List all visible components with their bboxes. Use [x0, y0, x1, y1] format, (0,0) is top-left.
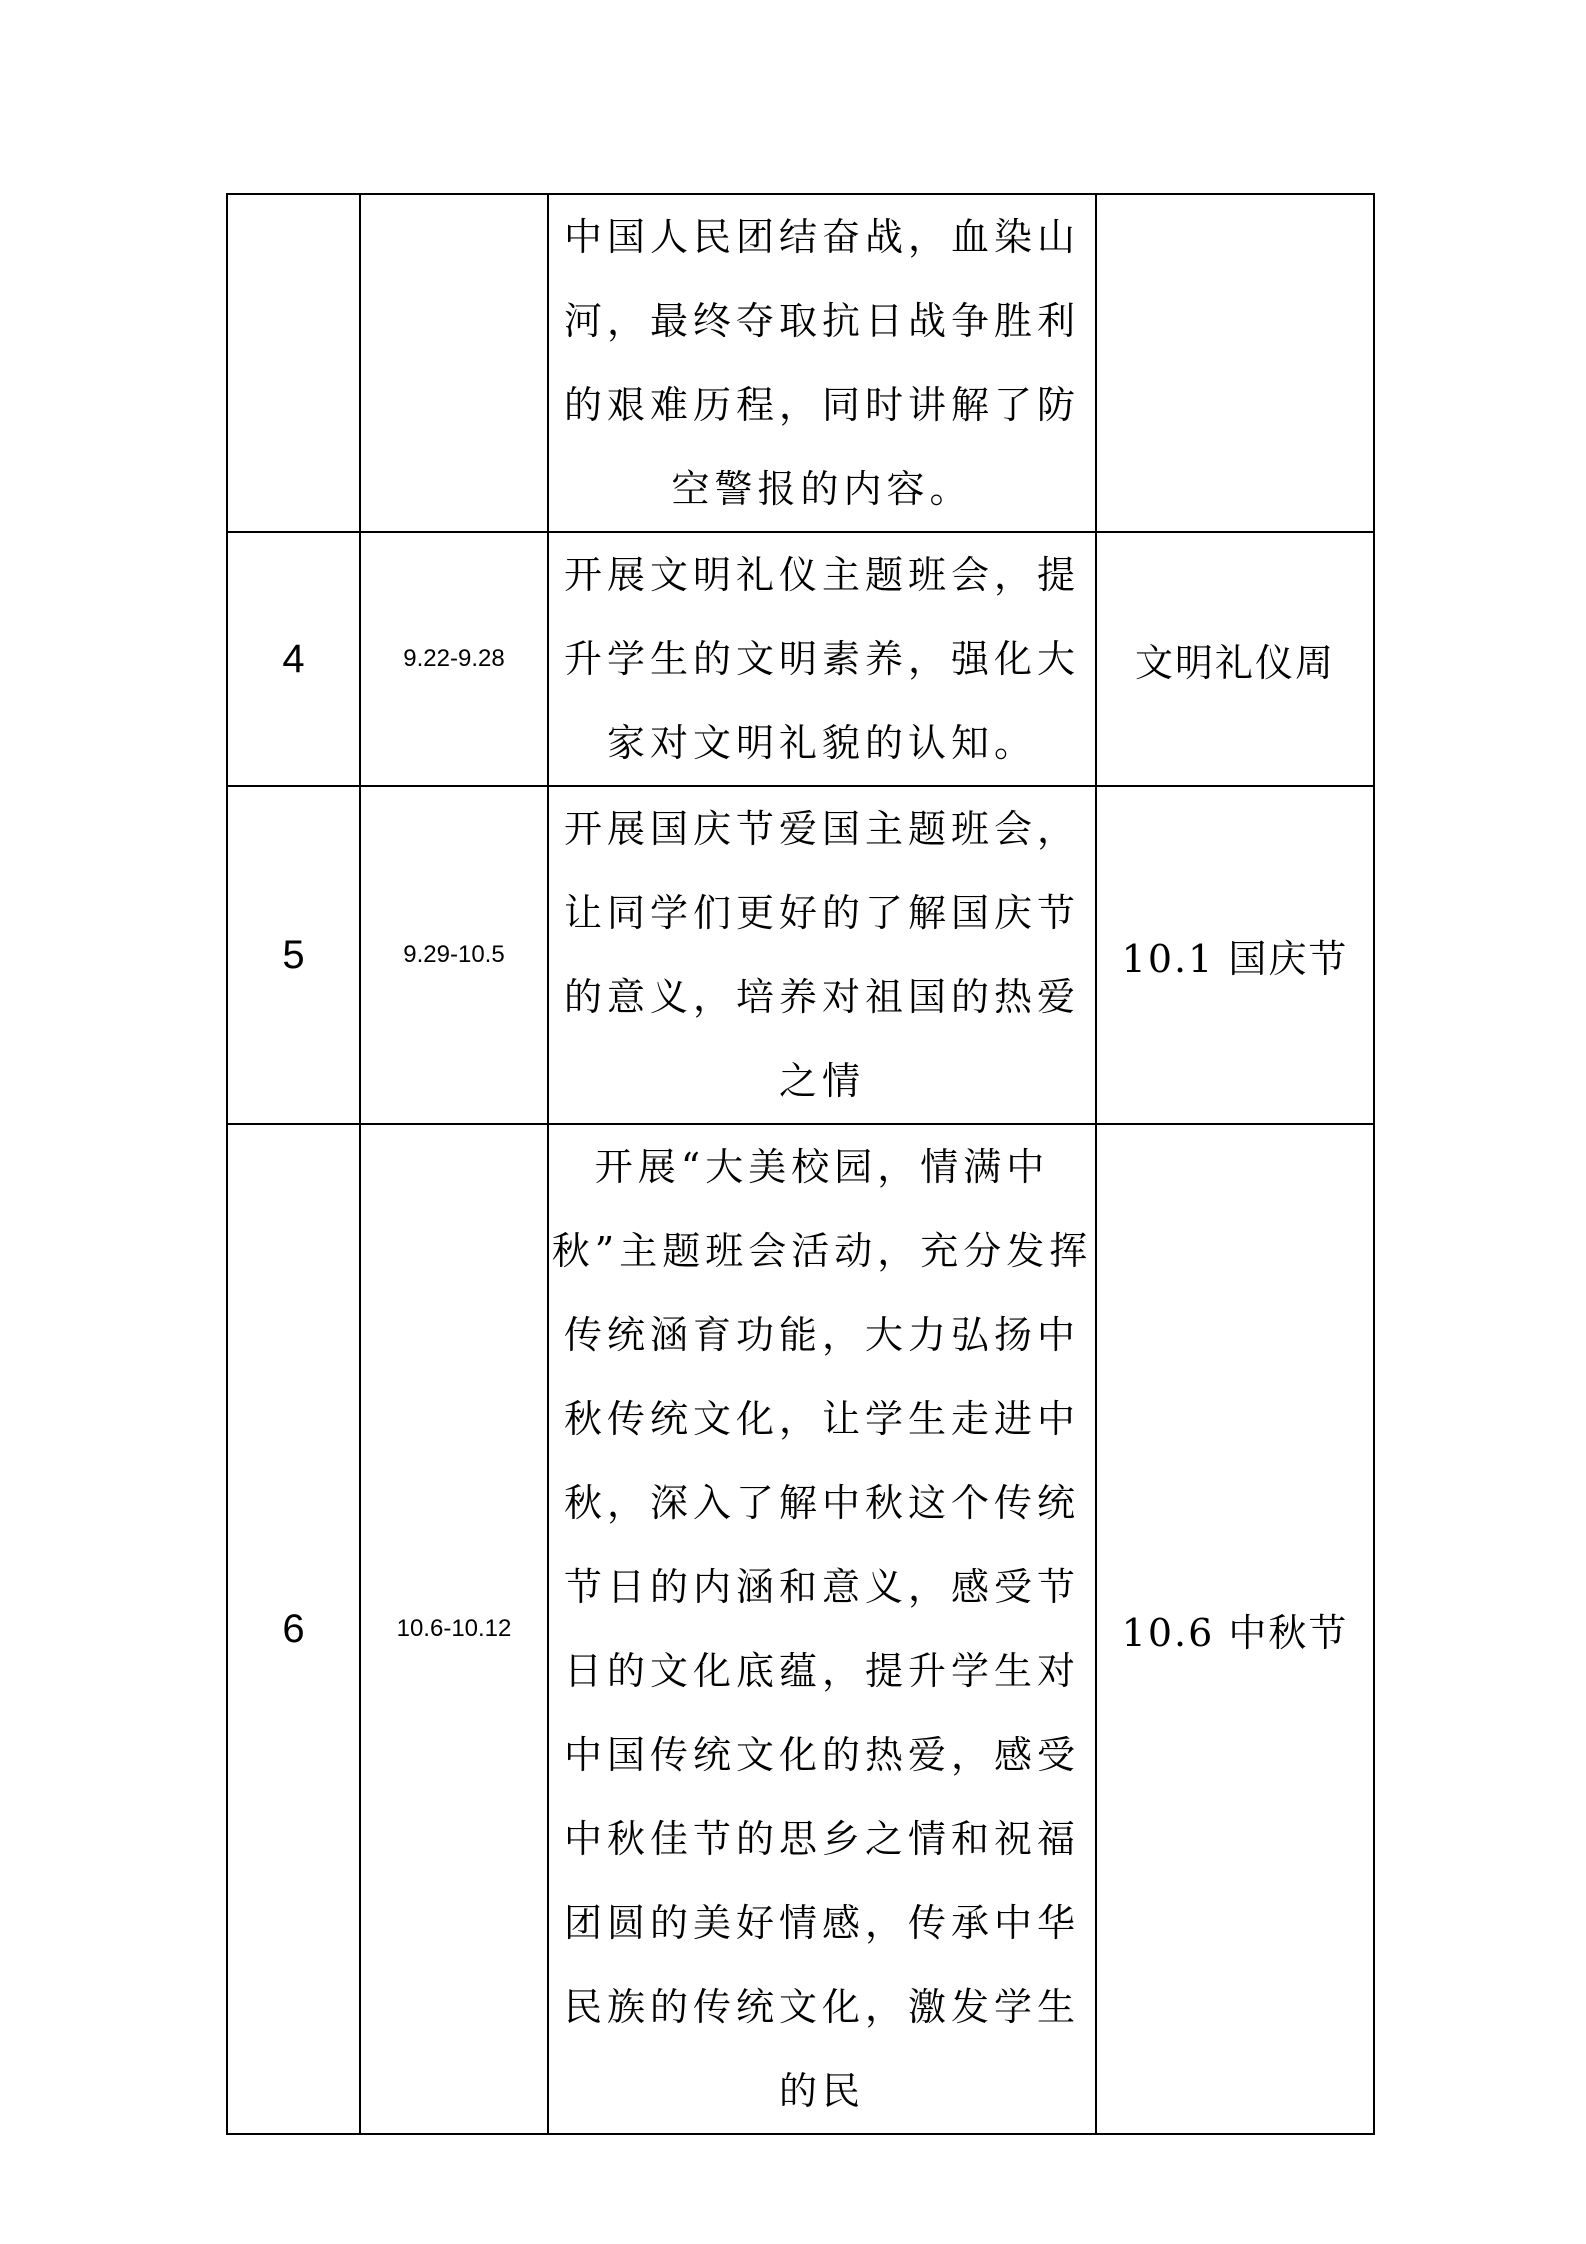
week-number-cell: [227, 194, 360, 532]
week-number-cell: 5: [227, 786, 360, 1124]
table-row: [227, 786, 1374, 1124]
table-row: [227, 532, 1374, 786]
activity-content-cell: 开展文明礼仪主题班会，提升学生的文明素养，强化大家对文明礼貌的认知。: [548, 532, 1096, 786]
theme-note-cell: 10.6 中秋节: [1096, 1124, 1374, 2134]
week-number-cell: 6: [227, 1124, 360, 2134]
activity-content-cell: 开展国庆节爱国主题班会，让同学们更好的了解国庆节的意义，培养对祖国的热爱之情: [548, 786, 1096, 1124]
date-range-cell: 10.6-10.12: [360, 1124, 548, 2134]
theme-note-cell: 10.1 国庆节: [1096, 786, 1374, 1124]
theme-note-cell: [1096, 194, 1374, 532]
activity-content-cell: 中国人民团结奋战，血染山河，最终夺取抗日战争胜利的艰难历程，同时讲解了防空警报的内容。: [548, 194, 1096, 532]
theme-note-cell: 文明礼仪周: [1096, 532, 1374, 786]
table-row: [227, 194, 1374, 532]
date-range-cell: 9.22-9.28: [360, 532, 548, 786]
schedule-table: [226, 193, 1375, 2135]
date-range-cell: [360, 194, 548, 532]
activity-content-cell: 开展“大美校园，情满中秋”主题班会活动，充分发挥传统涵育功能，大力弘扬中秋传统文化，让学生走进中秋，深入了解中秋这个传统节日的内涵和意义，感受节日的文化底蕴，提升学生对中国传统文化的热爱，感受中秋佳节的思乡之情和祝福团圆的美好情感，传承中华民族的传统文化，激发学生的民: [548, 1124, 1096, 2134]
week-number-cell: 4: [227, 532, 360, 786]
table-row: [227, 1124, 1374, 2134]
date-range-cell: 9.29-10.5: [360, 786, 548, 1124]
